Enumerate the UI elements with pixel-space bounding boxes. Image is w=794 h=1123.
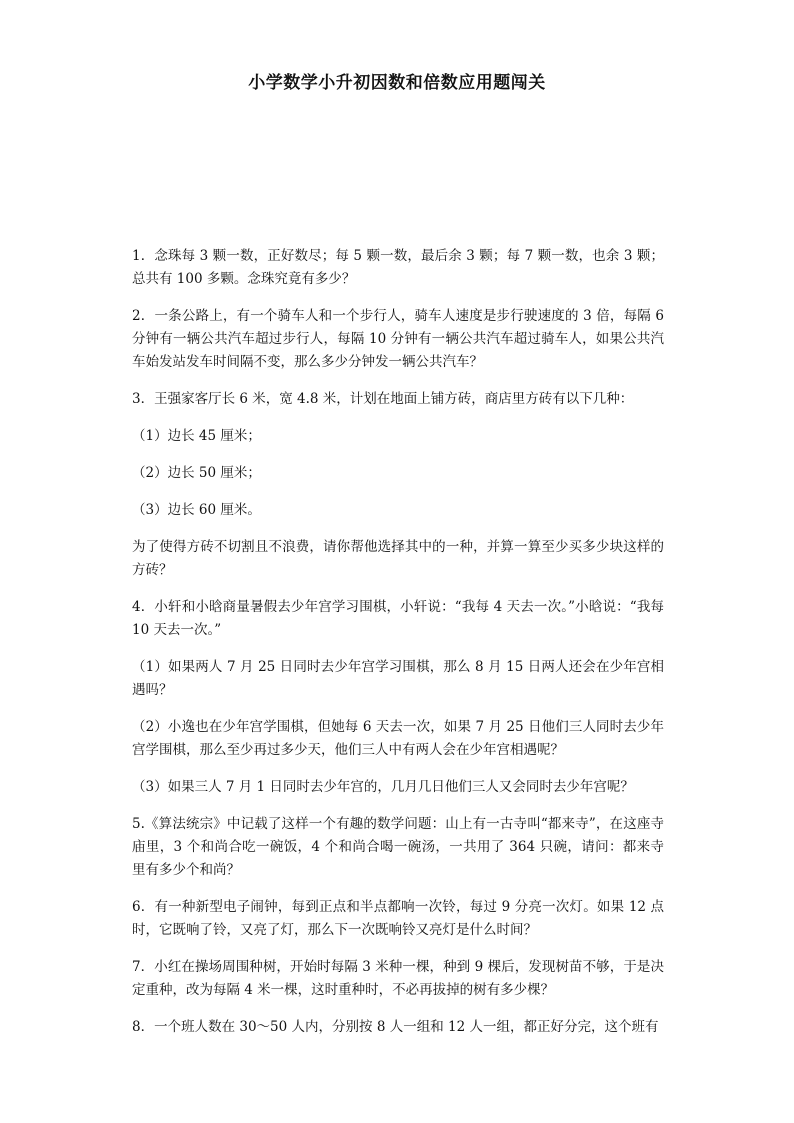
option-2: （2）边长 50 厘米； bbox=[132, 465, 261, 481]
question-4: 4．小轩和小晗商量暑假去少年宫学习围棋，小轩说：“我每 4 天去一次。”小晗说：“我每 10 天去一次。” bbox=[132, 599, 664, 638]
question-4-part-2: （2）小逸也在少年宫学围棋，但她每 6 天去一次，如果 7 月 25 日他们三人同时去少年宫学围棋，那么至少再过多少天，他们三人中有两人会在少年宫相遇呢？ bbox=[132, 719, 664, 758]
question-7: 7．小红在操场周围种树，开始时每隔 3 米种一棵，种到 9 棵后，发现树苗不够，于是决定重种，改为每隔 4 米一棵，这时重种时，不必再拔掉的树有多少棵？ bbox=[132, 959, 664, 998]
question-5: 5.《算法统宗》中记载了这样一个有趣的数学问题：山上有一古寺叫“都来寺”，在这座寺庙里，3 个和尚合吃一碗饭，4 个和尚合喝一碗汤，一共用了 364 只碗，请问：都来寺里有多少个和尚？ bbox=[132, 816, 664, 878]
question-6: 6．有一种新型电子闹钟，每到正点和半点都响一次铃，每过 9 分亮一次灯。如果 12 点时，它既响了铃，又亮了灯，那么下一次既响铃又亮灯是什么时间？ bbox=[132, 899, 664, 938]
question-2: 2．一条公路上，有一个骑车人和一个步行人，骑车人速度是步行驶速度的 3 倍，每隔 6 分钟有一辆公共汽车超过步行人，每隔 10 分钟有一辆公共汽车超过骑车人，如果公共汽车始发站发车时间隔不变，那么多少分钟发一辆公共汽车？ bbox=[132, 308, 664, 370]
question-8: 8．一个班人数在 30～50 人内，分别按 8 人一组和 12 人一组，都正好分完，这个班有 bbox=[132, 1019, 659, 1035]
question-4-part-3: （3）如果三人 7 月 1 日同时去少年宫的，几月几日他们三人又会同时去少年宫呢？ bbox=[132, 779, 634, 795]
document-title: 小学数学小升初因数和倍数应用题闯关 bbox=[248, 73, 546, 93]
document-body bbox=[132, 245, 664, 1053]
option-1: （1）边长 45 厘米； bbox=[132, 428, 261, 444]
question-4-part-1: （1）如果两人 7 月 25 日同时去少年宫学习围棋，那么 8 月 15 日两人还会在少年宫相遇吗？ bbox=[132, 659, 664, 698]
question-1: 1．念珠每 3 颗一数，正好数尽；每 5 颗一数，最后余 3 颗；每 7 颗一数，也余 3 颗；总共有 100 多颗。念珠究竟有多少？ bbox=[132, 248, 664, 287]
question-3: 3．王强家客厅长 6 米，宽 4.8 米，计划在地面上铺方砖，商店里方砖有以下几种： bbox=[132, 391, 634, 407]
question-3-prompt: 为了使得方砖不切割且不浪费，请你帮他选择其中的一种，并算一算至少买多少块这样的方砖？ bbox=[132, 539, 664, 578]
option-3: （3）边长 60 厘米。 bbox=[132, 502, 261, 518]
